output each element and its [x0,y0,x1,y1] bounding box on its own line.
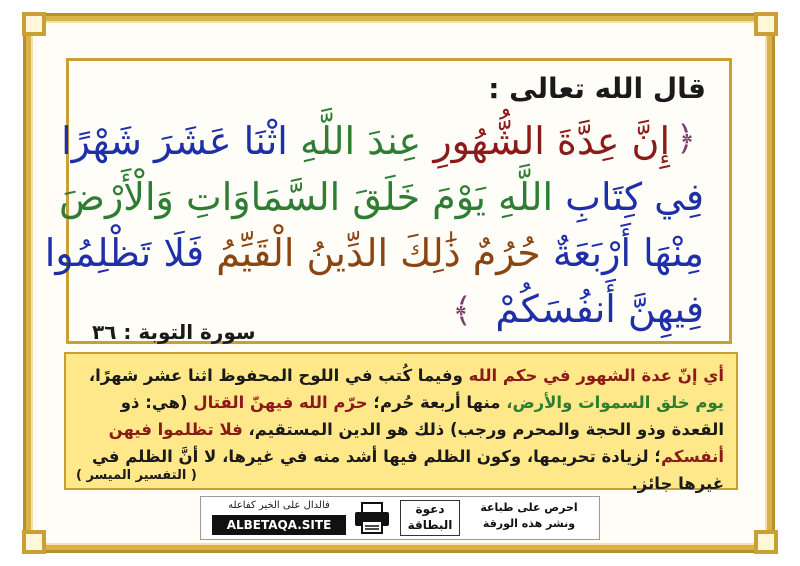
tafsir-text: ؛ لزيادة تحريمها، وكون الظلم فيها أشد منه في غيرها، لا أنَّ الظلم في غيرها جائز. [91,447,724,493]
verse-phrase: اللَّهِ يَوْمَ خَلَقَ [352,175,554,219]
frame-corner-top-left [22,12,46,36]
tafsir-text: وفيما كُتب في اللوح المحفوظ اثنا عشر شهرًا، [88,366,469,385]
logo-line: البطاقة [407,518,453,532]
verse-open-ornament-icon: ﴿ [676,119,696,159]
verse-line-4 [495,284,704,334]
verse-line-2 [59,172,704,222]
logo [400,500,460,536]
verse-line-3 [45,228,704,278]
verse-phrase: فِيهِنَّ أَنفُسَكُمْ [495,287,704,331]
verse-reference: سورة التوبة : ٣٦ [92,320,256,344]
print-notice [466,500,592,532]
tafsir-text: يوم خلق السموات والأرض، [506,393,724,412]
verse-phrase: حُرُمٌ ذَٰلِكَ الدِّينُ الْقَيِّمُ [216,231,541,275]
verse-phrase: فَلَا تَظْلِمُوا [44,231,205,275]
site-url-link[interactable]: ALBETAQA.SITE [212,515,346,535]
tafsir-text: فلا تظلموا فيهن أنفسكم [108,420,724,466]
frame-corner-bottom-right [754,530,778,554]
verse-phrase: فِي كِتَابِ [565,175,704,219]
verse-phrase: عِندَ اللَّهِ [299,119,422,163]
tafsir-text: (هي: ذو القعدة وذو الحجة والمحرم ورجب) ذلك هو الدين المستقيم، [120,393,724,439]
verse-close-ornament-icon: ﴾ [452,291,472,331]
footer-tagline: فالدال على الخير كفاعله [228,500,330,511]
verse-phrase: السَّمَاوَاتِ وَالْأَرْضَ [59,175,341,219]
verse-phrase: اثْنَا عَشَرَ شَهْرًا [61,119,288,163]
logo-line: دعوة [415,502,445,516]
notice-line: ونشر هذه الورقة [482,517,576,530]
verse-phrase: مِنْهَا أَرْبَعَةٌ [552,231,704,275]
frame-corner-top-right [754,12,778,36]
page-title: قال الله تعالى : [488,72,706,105]
frame-corner-bottom-left [22,530,46,554]
notice-line: احرص على طباعة [480,501,578,514]
tafsir-source: ( التفسير الميسر ) [76,468,197,483]
verse-line-1 [61,116,670,166]
tafsir-text: حرّم الله فيهنّ القتال [193,393,368,412]
verse-phrase: إِنَّ عِدَّةَ الشُّهُورِ [433,119,670,163]
printer-icon [352,501,392,535]
tafsir-text: أي إنّ عدة الشهور في حكم الله [468,366,724,385]
tafsir-text: منها أربعة حُرم؛ [367,393,507,412]
